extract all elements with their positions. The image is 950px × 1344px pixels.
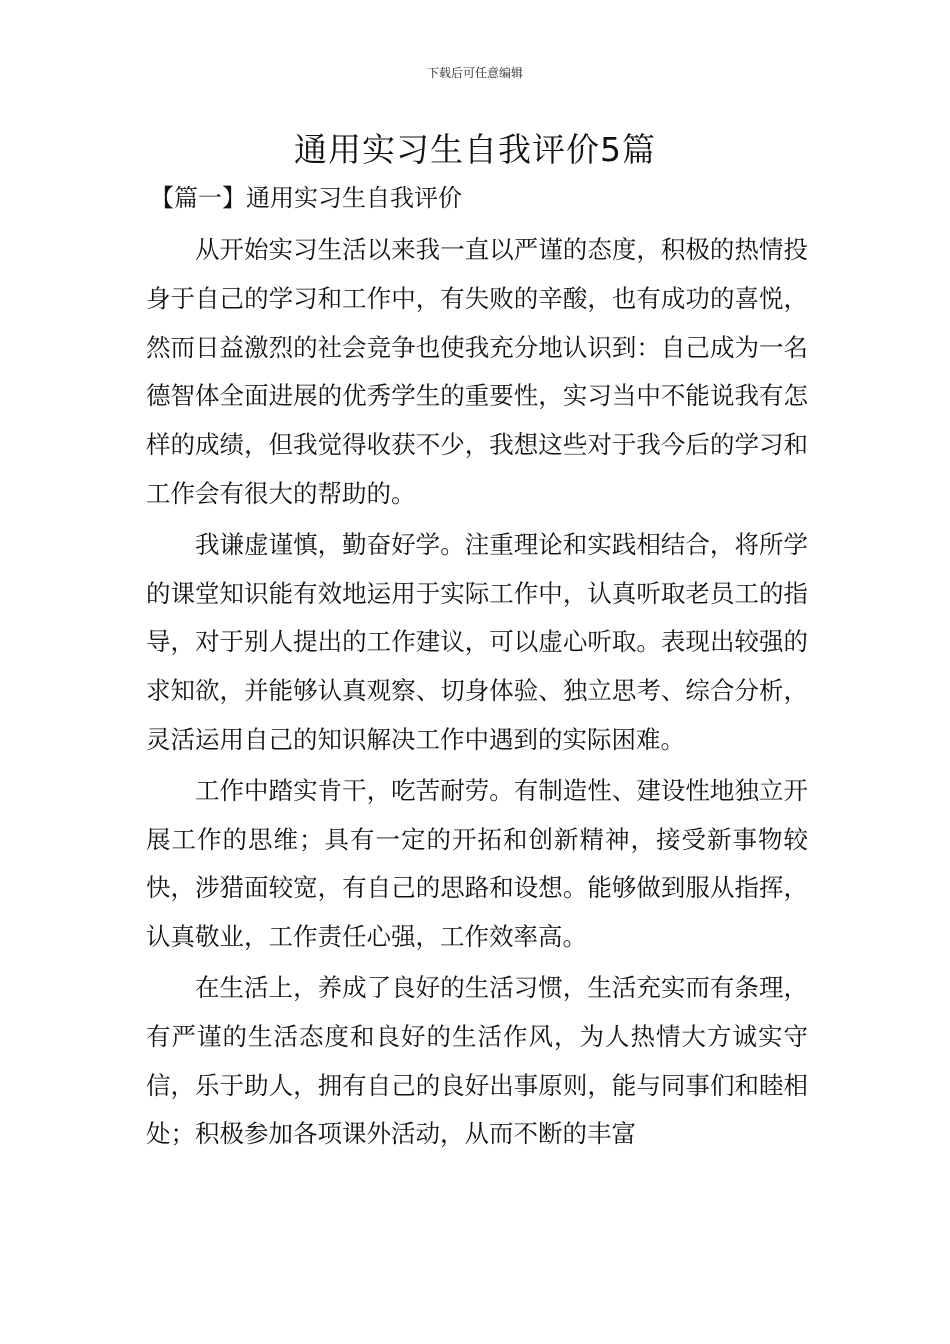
body-paragraph-2: 我谦虚谨慎，勤奋好学。注重理论和实践相结合，将所学的课堂知识能有效地运用于实际工作中，认真听取老员工的指导，对于别人提出的工作建议，可以虚心听取。表现出较强的求知欲，并能够认真观察、切身体验、独立思考、综合分析，灵活运用自己的知识解决工作中遇到的实际困难。 bbox=[146, 529, 808, 754]
page-header-note: 下载后可任意编辑 bbox=[426, 66, 523, 80]
document-title: 通用实习生自我评价5篇 bbox=[294, 130, 656, 169]
section-heading: 【篇一】通用实习生自我评价 bbox=[150, 184, 462, 212]
body-paragraph-3: 工作中踏实肯干，吃苦耐劳。有制造性、建设性地独立开展工作的思维；具有一定的开拓和创新精神，接受新事物较快，涉猎面较宽，有自己的思路和设想。能够做到服从指挥，认真敬业，工作责任心强，工作效率高。 bbox=[146, 775, 808, 952]
body-paragraph-4: 在生活上，养成了良好的生活习惯，生活充实而有条理，有严谨的生活态度和良好的生活作风，为人热情大方诚实守信，乐于助人，拥有自己的良好出事原则，能与同事们和睦相处；积极参加各项课外活动，从而不断的丰富 bbox=[146, 972, 808, 1149]
body-paragraph-1: 从开始实习生活以来我一直以严谨的态度，积极的热情投身于自己的学习和工作中，有失败的辛酸，也有成功的喜悦，然而日益激烈的社会竞争也使我充分地认识到：自己成为一名德智体全面进展的优秀学生的重要性，实习当中不能说我有怎样的成绩，但我觉得收获不少，我想这些对于我今后的学习和工作会有很大的帮助的。 bbox=[146, 235, 808, 508]
document-body bbox=[146, 226, 808, 1161]
